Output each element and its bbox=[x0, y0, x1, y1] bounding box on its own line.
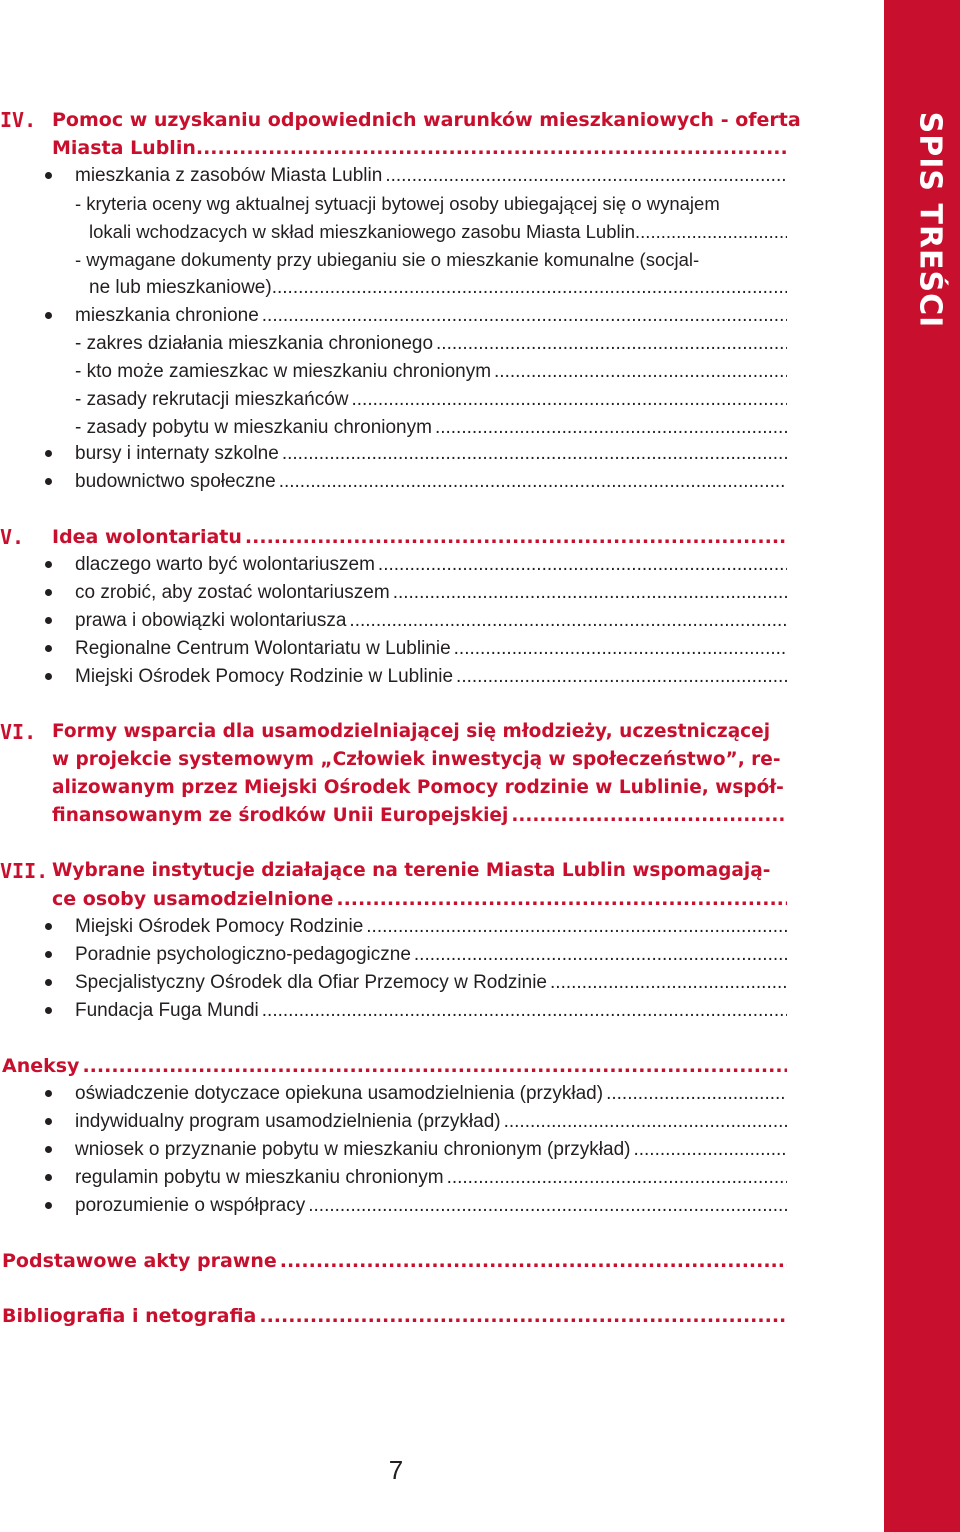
toc-entry[interactable]: Miejski Ośrodek Pomocy Rodzinie ..... bbox=[75, 913, 787, 941]
toc-entry-cont[interactable]: lokali wchodzacych w skład mieszkaniowego zasobu Miasta Lublin ..... bbox=[89, 218, 787, 246]
section-vi-title[interactable]: Formy wsparcia dla usamodzielniającej się młodzieży, uczestniczącej bbox=[52, 721, 771, 742]
section-akty-title[interactable]: Podstawowe akty prawne ..... bbox=[2, 1247, 787, 1275]
bullet-icon bbox=[45, 1007, 52, 1014]
section-vi-number: VI. bbox=[0, 720, 37, 744]
bullet-icon bbox=[45, 1090, 52, 1097]
section-v-title[interactable]: Idea wolontariatu ..... bbox=[52, 523, 787, 551]
bullet-icon bbox=[45, 979, 52, 986]
bullet-icon bbox=[45, 450, 52, 457]
section-iv-number: IV. bbox=[0, 108, 37, 132]
bullet-icon bbox=[45, 561, 52, 568]
section-iv-title-cont[interactable]: Miasta Lublin ..... bbox=[52, 134, 787, 162]
bullet-icon bbox=[45, 312, 52, 319]
section-vi-title-cont[interactable]: finansowanym ze środków Unii Europejskiej ..... bbox=[52, 802, 787, 830]
toc-entry[interactable]: prawa i obowiązki wolontariusza ..... bbox=[75, 607, 787, 635]
bullet-icon bbox=[45, 478, 52, 485]
toc-entry-cont[interactable]: ne lub mieszkaniowe) ..... bbox=[89, 274, 787, 302]
toc-subentry[interactable]: - zasady pobytu w mieszkaniu chronionym ..... bbox=[75, 414, 787, 442]
toc-entry[interactable]: mieszkania chronione ..... bbox=[75, 302, 787, 330]
toc-entry[interactable]: indywidualny program usamodzielnienia (przykład) ..... bbox=[75, 1108, 787, 1136]
bullet-icon bbox=[45, 645, 52, 652]
bullet-icon bbox=[45, 673, 52, 680]
toc-entry[interactable]: regulamin pobytu w mieszkaniu chronionym ..... bbox=[75, 1164, 787, 1192]
toc-entry[interactable]: Miejski Ośrodek Pomocy Rodzinie w Lublinie ..... bbox=[75, 663, 787, 691]
toc-subentry[interactable]: - zasady rekrutacji mieszkańców ..... bbox=[75, 386, 787, 414]
toc-entry[interactable]: - wymagane dokumenty przy ubieganiu sie o mieszkanie komunalne (socjal- bbox=[75, 249, 700, 270]
toc-entry[interactable]: Regionalne Centrum Wolontariatu w Lublinie ..... bbox=[75, 635, 787, 663]
bullet-icon bbox=[45, 1118, 52, 1125]
bullet-icon bbox=[45, 1174, 52, 1181]
bullet-icon bbox=[45, 951, 52, 958]
toc-subentry[interactable]: - zakres działania mieszkania chronionego ..... bbox=[75, 330, 787, 358]
section-vii-title[interactable]: Wybrane instytucje działające na terenie Miasta Lublin wspomagają- bbox=[52, 860, 771, 881]
toc-entry[interactable]: oświadczenie dotyczace opiekuna usamodzielnienia (przykład) ..... bbox=[75, 1080, 787, 1108]
bullet-icon bbox=[45, 172, 52, 179]
section-vi-title-cont[interactable]: alizowanym przez Miejski Ośrodek Pomocy rodzinie w Lublinie, współ- bbox=[52, 777, 784, 798]
toc-entry[interactable]: - kryteria oceny wg aktualnej sytuacji bytowej osoby ubiegającej się o wynajem bbox=[75, 193, 720, 214]
section-bibliografia-title[interactable]: Bibliografia i netografia ..... bbox=[2, 1302, 787, 1330]
toc-subentry[interactable]: - kto może zamieszkac w mieszkaniu chronionym ..... bbox=[75, 358, 787, 386]
bullet-icon bbox=[45, 1202, 52, 1209]
bullet-icon bbox=[45, 923, 52, 930]
toc-entry[interactable]: Fundacja Fuga Mundi ..... bbox=[75, 997, 787, 1025]
bullet-icon bbox=[45, 1146, 52, 1153]
toc-entry[interactable]: mieszkania z zasobów Miasta Lublin ..... bbox=[75, 162, 787, 190]
section-vi-title-cont[interactable]: w projekcie systemowym „Człowiek inwestycją w społeczeństwo”, re- bbox=[52, 749, 781, 770]
toc-entry[interactable]: porozumienie o współpracy ..... bbox=[75, 1192, 787, 1220]
sidebar-title: SPIS TREŚCI bbox=[912, 111, 948, 329]
section-iv-title[interactable]: Pomoc w uzyskaniu odpowiednich warunków mieszkaniowych - oferta bbox=[52, 109, 801, 131]
section-vii-title-cont[interactable]: ce osoby usamodzielnione ..... bbox=[52, 885, 787, 913]
toc-entry[interactable]: Specjalistyczny Ośrodek dla Ofiar Przemocy w Rodzinie ..... bbox=[75, 969, 787, 997]
bullet-icon bbox=[45, 589, 52, 596]
toc-entry[interactable]: Poradnie psychologiczno-pedagogiczne ..... bbox=[75, 941, 787, 969]
toc-entry[interactable]: budownictwo społeczne ..... bbox=[75, 468, 787, 496]
toc-entry[interactable]: wniosek o przyznanie pobytu w mieszkaniu chronionym (przykład) ..... bbox=[75, 1136, 787, 1164]
bullet-icon bbox=[45, 617, 52, 624]
section-aneksy-title[interactable]: Aneksy ..... bbox=[2, 1052, 787, 1080]
toc-entry[interactable]: bursy i internaty szkolne ..... bbox=[75, 440, 787, 468]
toc-entry[interactable]: dlaczego warto być wolontariuszem ..... bbox=[75, 551, 787, 579]
section-v-number: V. bbox=[0, 525, 25, 549]
toc-entry[interactable]: co zrobić, aby zostać wolontariuszem ..... bbox=[75, 579, 787, 607]
page-number: 7 bbox=[388, 1455, 404, 1485]
section-vii-number: VII. bbox=[0, 859, 49, 883]
